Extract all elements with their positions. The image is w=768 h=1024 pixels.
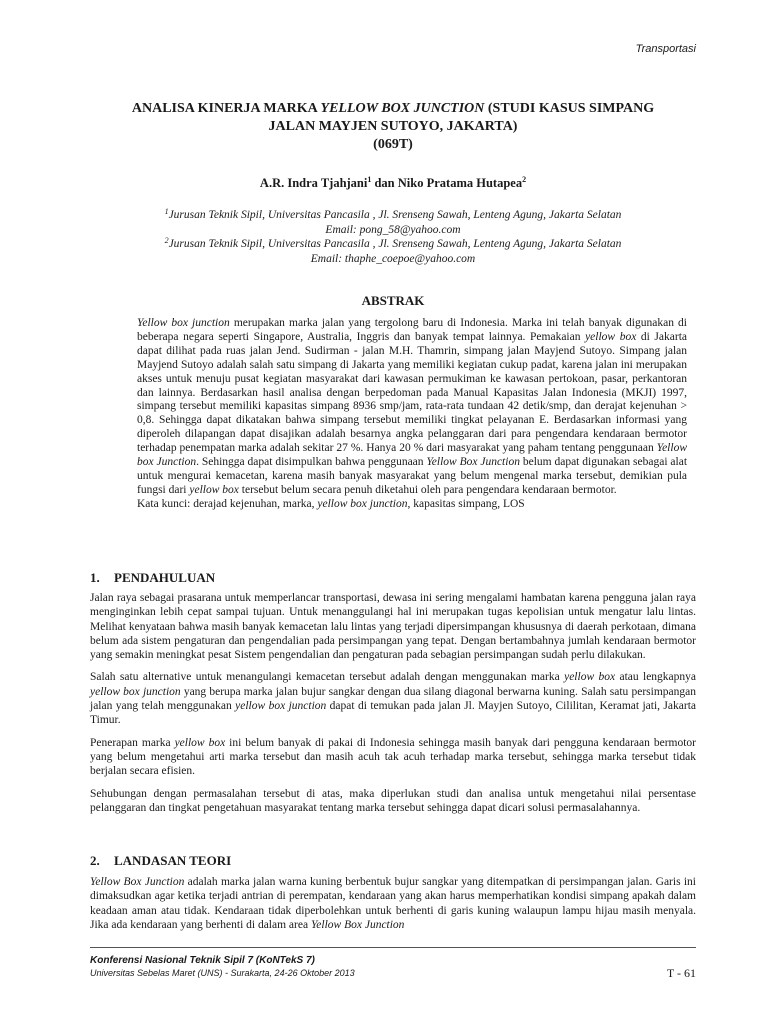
- section-1-paragraph-4: Sehubungan dengan permasalahan tersebut di atas, maka diperlukan studi dan analisa untuk mengetahui nilai persentase pelanggaran dan tingkat pengetahuan masyarakat tentang marka tersebut sehingga dapat dicari solusi permasalahannya.: [90, 787, 696, 814]
- footer-divider: [90, 947, 696, 948]
- title-line-2: JALAN MAYJEN SUTOYO, JAKARTA): [268, 119, 518, 134]
- abstract-paragraph: Yellow box junction merupakan marka jalan yang tergolong baru di Indonesia. Marka ini telah banyak digunakan di beberapa negara seperti Singapore, Australia, Inggris dan banyak tempat lainnya. Pemakaian yellow box di Jakarta dapat dilihat pada ruas jalan Jend. Sudirman - jalan M.H. Thamrin, simpang jalan Mayjend Sutoyo. Simpang jalan Mayjend Sutoyo adalah salah satu simpang di Jakarta yang memiliki kegiatan cukup padat, karena jalan ini merupakan akses untuk menuju pusat kegiatan masyarakat dari kawasan permukiman ke kawasan pertokoan, pasar, perkantoran dan lainnya. Berdasarkan hasil analisa dengan berpedoman pada Manual Kapasitas Jalan Indonesia (MKJI) 1997, simpang tersebut memiliki kapasitas simpang 8936 smp/jam, rata-rata tundaan 42 detik/smp, dan derajat kejenuhan > 0,8. Sehingga dapat dikatakan bahwa simpang tersebut memiliki tingkat pelayanan E. Berdasarkan informasi yang diperoleh dilapangan dapat disajikan adalah besarnya angka pelanggaran dari para pengendara kendaraan bermotor terhadap penempatan marka adalah sekitar 27 %. Hanya 20 % dari masyarakat yang paham tentang penggunaan Yellow box Junction. Sehingga dapat disimpulkan bahwa penggunaan Yellow Box Junction belum dapat digunakan sebagai alat untuk mengurai kemacetan, karena masih banyak masyarakat yang belum mengenal marka tersebut, demikian pula fungsi dari yellow box tersebut belum secara penuh diketahui oleh para pengendara kendaraan bermotor.: [137, 317, 688, 496]
- affiliations: [90, 208, 696, 266]
- section-1-heading: 1. PENDAHULUAN: [90, 570, 216, 585]
- section-2-heading: 2. LANDASAN TEORI: [90, 853, 232, 868]
- abstract-body: [137, 317, 687, 512]
- section-1-paragraph-3: Penerapan marka yellow box ini belum banyak di pakai di Indonesia sehingga masih banyak dari pengguna kendaraan bermotor yang belum mengetahui arti marka tersebut dan masih acuh tak acuh terhadap marka tersebut, sehingga marka tersebut tidak berjalan secara efisien.: [90, 736, 696, 778]
- section-1-paragraph-2: Salah satu alternative untuk menangulangi kemacetan tersebut adalah dengan menggunakan marka yellow box atau lengkapnya yellow box junction yang berupa marka jalan bujur sangkar dengan dua silang diagonal berwarna kuning. Salah satu persimpangan jalan yang telah menggunakan yellow box junction dapat di temukan pada jalan Jl. Mayjen Sutoyo, Cililitan, Keramat jati, Jakarta Timur.: [90, 671, 697, 727]
- abstract-heading: ABSTRAK: [361, 293, 425, 308]
- affiliation-1-email: Email: pong_58@yahoo.com: [325, 223, 461, 236]
- section-1-body: [90, 591, 696, 823]
- title-line-1: ANALISA KINERJA MARKA YELLOW BOX JUNCTION (STUDI KASUS SIMPANG: [131, 101, 655, 116]
- footer-conference: Konferensi Nasional Teknik Sipil 7 (KoNTekS 7): [90, 955, 315, 966]
- paper-title: [90, 100, 696, 154]
- section-2-paragraph-1: Yellow Box Junction adalah marka jalan warna kuning berbentuk bujur sangkar yang ditempatkan di persimpangan jalan. Garis ini dimaksudkan agar ketika terjadi antrian di perempatan, kendaraan yang akan harus memperhatikan kondisi simpang apakah dalam keadaan aman atau tidak. Kendaraan tidak diperbolehkan untuk berhenti di garis kuning walaupun lampu hijau masih menyala. Jika ada kendaraan yang berhenti di dalam area Yellow Box Junction: [90, 876, 696, 931]
- section-1-paragraph-1: Jalan raya sebagai prasarana untuk memperlancar transportasi, dewasa ini sering mengalami hambatan karena pengguna jalan raya menginginkan lebih cepat sampai tujuan. Untuk menanggulangi hal ini merupakan tugas kepolisian untuk mengatur lalu lintas. Melihat kenyataan bahwa masih banyak kemacetan lalu lintas yang terjadi dipersimpangan khususnya di daerah perkotaan, dimana belum ada sistem pengaturan dan pengendalian pada persimpangan yang tepat. Dengan bertambahnya jumlah kendaraan bermotor yang semakin meningkat pesat Sistem pengendalian dan pengaturan pada sebagian persimpangan sudah perlu dilakukan.: [90, 592, 696, 662]
- affiliation-2-email: Email: thaphe_coepoe@yahoo.com: [310, 252, 476, 265]
- keywords: Kata kunci: derajad kejenuhan, marka, yellow box junction, kapasitas simpang, LOS: [137, 497, 525, 510]
- title-line-3: (069T): [373, 137, 413, 152]
- author-list: A.R. Indra Tjahjani$^1$ dan Niko Pratama Hutapea$^2$: [259, 175, 527, 190]
- author-1: A.R. Indra Tjahjani: [259, 176, 368, 190]
- section-2-body: [90, 875, 696, 940]
- footer-venue: Universitas Sebelas Maret (UNS) - Surakarta, 24-26 Oktober 2013: [90, 968, 355, 978]
- affiliation-1: $^1$Jurusan Teknik Sipil, Universitas Pancasila , Jl. Srenseng Sawah, Lenteng Agung, Jakarta Selatan: [164, 207, 622, 221]
- affiliation-2: $^2$Jurusan Teknik Sipil, Universitas Pancasila , Jl. Srenseng Sawah, Lenteng Agung, Jakarta Selatan: [164, 236, 622, 250]
- running-head: Transportasi: [635, 43, 696, 55]
- page-number: T - 61: [666, 966, 696, 980]
- author-2: Niko Pratama Hutapea: [397, 176, 523, 190]
